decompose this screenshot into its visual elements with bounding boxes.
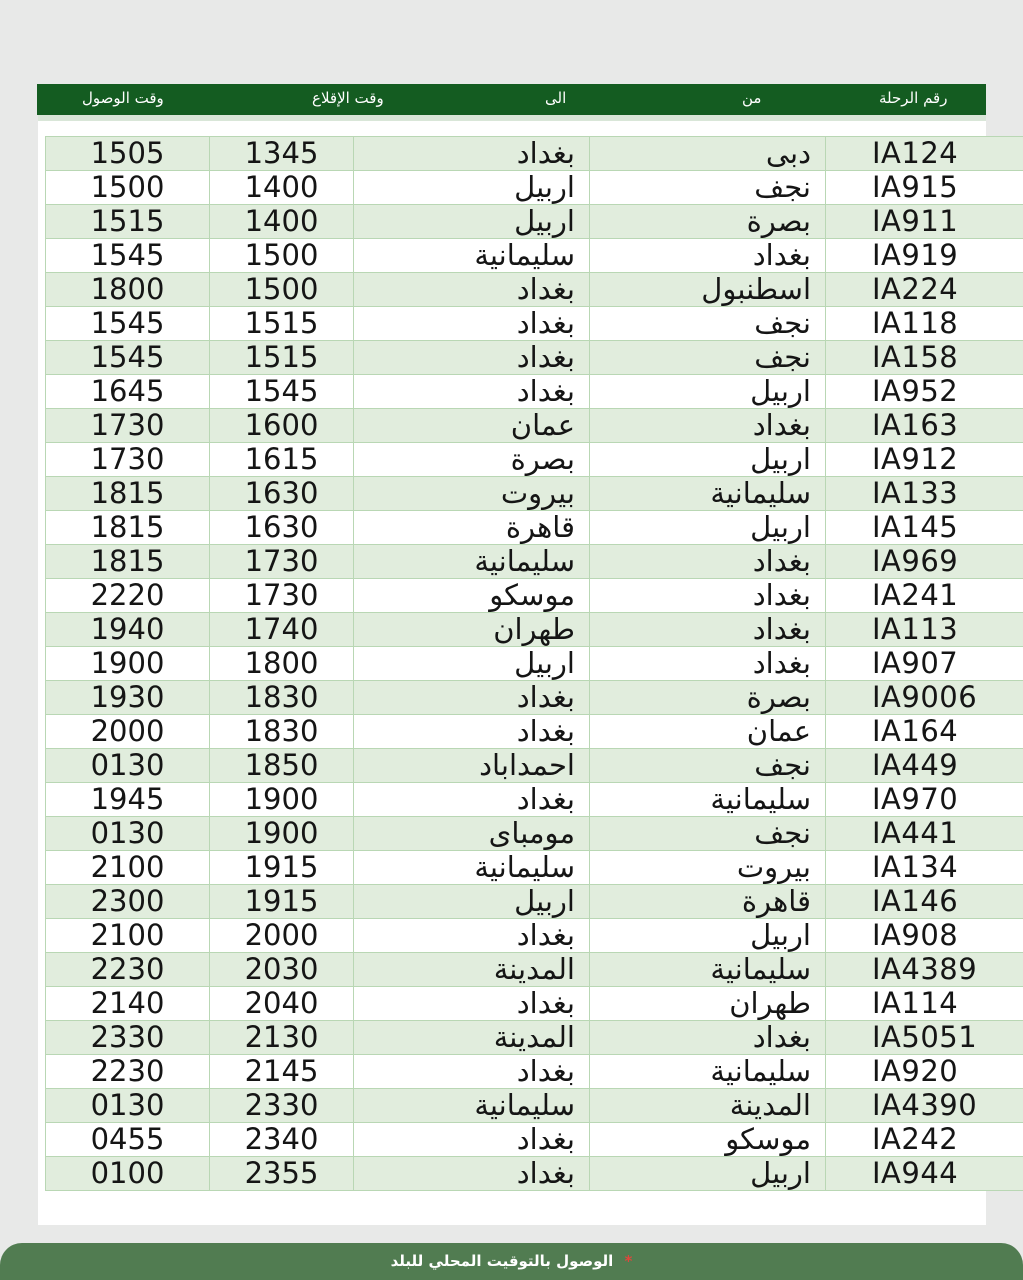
table-row xyxy=(46,511,1023,545)
table-row xyxy=(46,341,1023,375)
table-row xyxy=(46,443,1023,477)
destination-cell: اربيل xyxy=(354,885,590,919)
flight-number-cell: IA4389 xyxy=(826,953,1023,987)
destination-cell: سليمانية xyxy=(354,851,590,885)
origin-cell: نجف xyxy=(590,817,826,851)
destination-cell: احمداباد xyxy=(354,749,590,783)
departure-time-cell: 1630 xyxy=(210,511,354,545)
flight-number-cell: IA912 xyxy=(826,443,1023,477)
destination-cell: بغداد xyxy=(354,987,590,1021)
origin-cell: موسكو xyxy=(590,1123,826,1157)
departure-time-cell: 2145 xyxy=(210,1055,354,1089)
table-row xyxy=(46,885,1023,919)
arrival-time-cell: 2100 xyxy=(46,919,210,953)
origin-cell: المدينة xyxy=(590,1089,826,1123)
origin-cell: طهران xyxy=(590,987,826,1021)
arrival-time-cell: 2140 xyxy=(46,987,210,1021)
departure-time-cell: 1630 xyxy=(210,477,354,511)
origin-cell: دبى xyxy=(590,137,826,171)
arrival-time-cell: 1545 xyxy=(46,239,210,273)
arrival-time-cell: 1500 xyxy=(46,171,210,205)
origin-cell: بغداد xyxy=(590,545,826,579)
destination-cell: بغداد xyxy=(354,307,590,341)
flight-number-cell: IA134 xyxy=(826,851,1023,885)
destination-cell: طهران xyxy=(354,613,590,647)
arrival-time-cell: 1815 xyxy=(46,477,210,511)
departure-time-cell: 1915 xyxy=(210,885,354,919)
origin-cell: عمان xyxy=(590,715,826,749)
flight-number-cell: IA919 xyxy=(826,239,1023,273)
destination-cell: اربيل xyxy=(354,205,590,239)
table-row xyxy=(46,205,1023,239)
origin-cell: نجف xyxy=(590,341,826,375)
origin-cell: بغداد xyxy=(590,239,826,273)
flight-number-cell: IA911 xyxy=(826,205,1023,239)
arrival-time-cell: 1815 xyxy=(46,511,210,545)
departure-time-cell: 1900 xyxy=(210,783,354,817)
table-row xyxy=(46,273,1023,307)
table-row xyxy=(46,477,1023,511)
arrival-time-cell: 1815 xyxy=(46,545,210,579)
departure-time-cell: 1740 xyxy=(210,613,354,647)
origin-cell: نجف xyxy=(590,171,826,205)
departure-time-cell: 2130 xyxy=(210,1021,354,1055)
table-row xyxy=(46,375,1023,409)
departure-time-cell: 1850 xyxy=(210,749,354,783)
header-flight-number: رقم الرحلة xyxy=(879,89,948,107)
destination-cell: موسكو xyxy=(354,579,590,613)
table-row xyxy=(46,239,1023,273)
origin-cell: بصرة xyxy=(590,681,826,715)
arrival-time-cell: 1645 xyxy=(46,375,210,409)
table-row xyxy=(46,545,1023,579)
header-underline xyxy=(38,115,986,121)
departure-time-cell: 1600 xyxy=(210,409,354,443)
arrival-time-cell: 1930 xyxy=(46,681,210,715)
origin-cell: قاهرة xyxy=(590,885,826,919)
table-row xyxy=(46,953,1023,987)
flight-number-cell: IA163 xyxy=(826,409,1023,443)
destination-cell: قاهرة xyxy=(354,511,590,545)
destination-cell: سليمانية xyxy=(354,239,590,273)
flight-number-cell: IA158 xyxy=(826,341,1023,375)
table-row xyxy=(46,749,1023,783)
destination-cell: المدينة xyxy=(354,953,590,987)
flight-number-cell: IA241 xyxy=(826,579,1023,613)
destination-cell: بغداد xyxy=(354,375,590,409)
destination-cell: سليمانية xyxy=(354,1089,590,1123)
departure-time-cell: 1515 xyxy=(210,341,354,375)
arrival-time-cell: 1505 xyxy=(46,137,210,171)
table-row xyxy=(46,681,1023,715)
destination-cell: اربيل xyxy=(354,647,590,681)
destination-cell: اربيل xyxy=(354,171,590,205)
flight-number-cell: IA145 xyxy=(826,511,1023,545)
flight-number-cell: IA113 xyxy=(826,613,1023,647)
departure-time-cell: 1730 xyxy=(210,579,354,613)
flight-number-cell: IA4390 xyxy=(826,1089,1023,1123)
departure-time-cell: 1830 xyxy=(210,715,354,749)
destination-cell: بغداد xyxy=(354,341,590,375)
destination-cell: بغداد xyxy=(354,919,590,953)
origin-cell: سليمانية xyxy=(590,953,826,987)
flight-schedule-table xyxy=(45,136,1023,1191)
origin-cell: اربيل xyxy=(590,443,826,477)
arrival-time-cell: 0130 xyxy=(46,1089,210,1123)
table-row xyxy=(46,1021,1023,1055)
arrival-time-cell: 0100 xyxy=(46,1157,210,1191)
departure-time-cell: 2340 xyxy=(210,1123,354,1157)
arrival-time-cell: 1940 xyxy=(46,613,210,647)
arrival-time-cell: 2230 xyxy=(46,953,210,987)
flight-number-cell: IA441 xyxy=(826,817,1023,851)
table-row xyxy=(46,1123,1023,1157)
flight-number-cell: IA146 xyxy=(826,885,1023,919)
flight-number-cell: IA970 xyxy=(826,783,1023,817)
flight-number-cell: IA908 xyxy=(826,919,1023,953)
schedule-panel xyxy=(38,115,986,1225)
footer-note xyxy=(0,1243,1023,1280)
flight-number-cell: IA133 xyxy=(826,477,1023,511)
departure-time-cell: 1500 xyxy=(210,273,354,307)
destination-cell: بغداد xyxy=(354,137,590,171)
table-row xyxy=(46,817,1023,851)
origin-cell: نجف xyxy=(590,749,826,783)
table-row xyxy=(46,579,1023,613)
destination-cell: بغداد xyxy=(354,1055,590,1089)
header-arrival-time: وقت الوصول xyxy=(82,89,164,107)
arrival-time-cell: 2230 xyxy=(46,1055,210,1089)
arrival-time-cell: 1945 xyxy=(46,783,210,817)
origin-cell: نجف xyxy=(590,307,826,341)
arrival-time-cell: 1800 xyxy=(46,273,210,307)
header-departure-time: وقت الإقلاع xyxy=(312,89,384,107)
departure-time-cell: 1400 xyxy=(210,171,354,205)
footer-star: * xyxy=(624,1252,633,1270)
flight-number-cell: IA915 xyxy=(826,171,1023,205)
flight-number-cell: IA118 xyxy=(826,307,1023,341)
departure-time-cell: 2030 xyxy=(210,953,354,987)
destination-cell: المدينة xyxy=(354,1021,590,1055)
destination-cell: عمان xyxy=(354,409,590,443)
flight-number-cell: IA952 xyxy=(826,375,1023,409)
departure-time-cell: 1915 xyxy=(210,851,354,885)
destination-cell: بغداد xyxy=(354,715,590,749)
arrival-time-cell: 1515 xyxy=(46,205,210,239)
footer-note-text: الوصول بالتوقيت المحلي للبلد xyxy=(390,1252,614,1270)
table-row xyxy=(46,851,1023,885)
flight-number-cell: IA164 xyxy=(826,715,1023,749)
destination-cell: بغداد xyxy=(354,273,590,307)
destination-cell: بغداد xyxy=(354,1123,590,1157)
departure-time-cell: 1545 xyxy=(210,375,354,409)
flight-number-cell: IA5051 xyxy=(826,1021,1023,1055)
origin-cell: سليمانية xyxy=(590,1055,826,1089)
flight-number-cell: IA124 xyxy=(826,137,1023,171)
table-row xyxy=(46,409,1023,443)
flight-number-cell: IA114 xyxy=(826,987,1023,1021)
table-row xyxy=(46,783,1023,817)
departure-time-cell: 1345 xyxy=(210,137,354,171)
departure-time-cell: 1500 xyxy=(210,239,354,273)
destination-cell: بغداد xyxy=(354,681,590,715)
origin-cell: اربيل xyxy=(590,375,826,409)
table-row xyxy=(46,307,1023,341)
origin-cell: بيروت xyxy=(590,851,826,885)
departure-time-cell: 1730 xyxy=(210,545,354,579)
table-row xyxy=(46,613,1023,647)
table-row xyxy=(46,647,1023,681)
flight-number-cell: IA242 xyxy=(826,1123,1023,1157)
departure-time-cell: 1800 xyxy=(210,647,354,681)
departure-time-cell: 2330 xyxy=(210,1089,354,1123)
flight-number-cell: IA907 xyxy=(826,647,1023,681)
table-row xyxy=(46,1055,1023,1089)
origin-cell: سليمانية xyxy=(590,783,826,817)
destination-cell: سليمانية xyxy=(354,545,590,579)
destination-cell: بغداد xyxy=(354,783,590,817)
origin-cell: سليمانية xyxy=(590,477,826,511)
arrival-time-cell: 1545 xyxy=(46,341,210,375)
arrival-time-cell: 0130 xyxy=(46,749,210,783)
flight-number-cell: IA969 xyxy=(826,545,1023,579)
table-row xyxy=(46,171,1023,205)
flight-number-cell: IA9006 xyxy=(826,681,1023,715)
origin-cell: اربيل xyxy=(590,511,826,545)
destination-cell: بغداد xyxy=(354,1157,590,1191)
table-row xyxy=(46,919,1023,953)
arrival-time-cell: 1900 xyxy=(46,647,210,681)
arrival-time-cell: 0130 xyxy=(46,817,210,851)
arrival-time-cell: 2000 xyxy=(46,715,210,749)
table-row xyxy=(46,715,1023,749)
departure-time-cell: 2040 xyxy=(210,987,354,1021)
departure-time-cell: 1515 xyxy=(210,307,354,341)
departure-time-cell: 1830 xyxy=(210,681,354,715)
header-from: من xyxy=(742,89,762,107)
origin-cell: بغداد xyxy=(590,409,826,443)
arrival-time-cell: 1730 xyxy=(46,443,210,477)
arrival-time-cell: 0455 xyxy=(46,1123,210,1157)
table-row xyxy=(46,987,1023,1021)
header-to: الى xyxy=(545,89,567,107)
destination-cell: بيروت xyxy=(354,477,590,511)
departure-time-cell: 1400 xyxy=(210,205,354,239)
arrival-time-cell: 1730 xyxy=(46,409,210,443)
departure-time-cell: 2000 xyxy=(210,919,354,953)
destination-cell: بصرة xyxy=(354,443,590,477)
origin-cell: بغداد xyxy=(590,613,826,647)
departure-time-cell: 2355 xyxy=(210,1157,354,1191)
departure-time-cell: 1615 xyxy=(210,443,354,477)
arrival-time-cell: 1545 xyxy=(46,307,210,341)
flight-number-cell: IA449 xyxy=(826,749,1023,783)
flight-number-cell: IA224 xyxy=(826,273,1023,307)
origin-cell: اربيل xyxy=(590,1157,826,1191)
flight-number-cell: IA944 xyxy=(826,1157,1023,1191)
table-header xyxy=(37,84,986,115)
origin-cell: بصرة xyxy=(590,205,826,239)
origin-cell: بغداد xyxy=(590,579,826,613)
flight-number-cell: IA920 xyxy=(826,1055,1023,1089)
origin-cell: اربيل xyxy=(590,919,826,953)
table-row xyxy=(46,1157,1023,1191)
table-row xyxy=(46,1089,1023,1123)
origin-cell: بغداد xyxy=(590,1021,826,1055)
arrival-time-cell: 2220 xyxy=(46,579,210,613)
arrival-time-cell: 2330 xyxy=(46,1021,210,1055)
arrival-time-cell: 2300 xyxy=(46,885,210,919)
destination-cell: مومباى xyxy=(354,817,590,851)
arrival-time-cell: 2100 xyxy=(46,851,210,885)
origin-cell: بغداد xyxy=(590,647,826,681)
departure-time-cell: 1900 xyxy=(210,817,354,851)
table-row xyxy=(46,137,1023,171)
origin-cell: اسطنبول xyxy=(590,273,826,307)
